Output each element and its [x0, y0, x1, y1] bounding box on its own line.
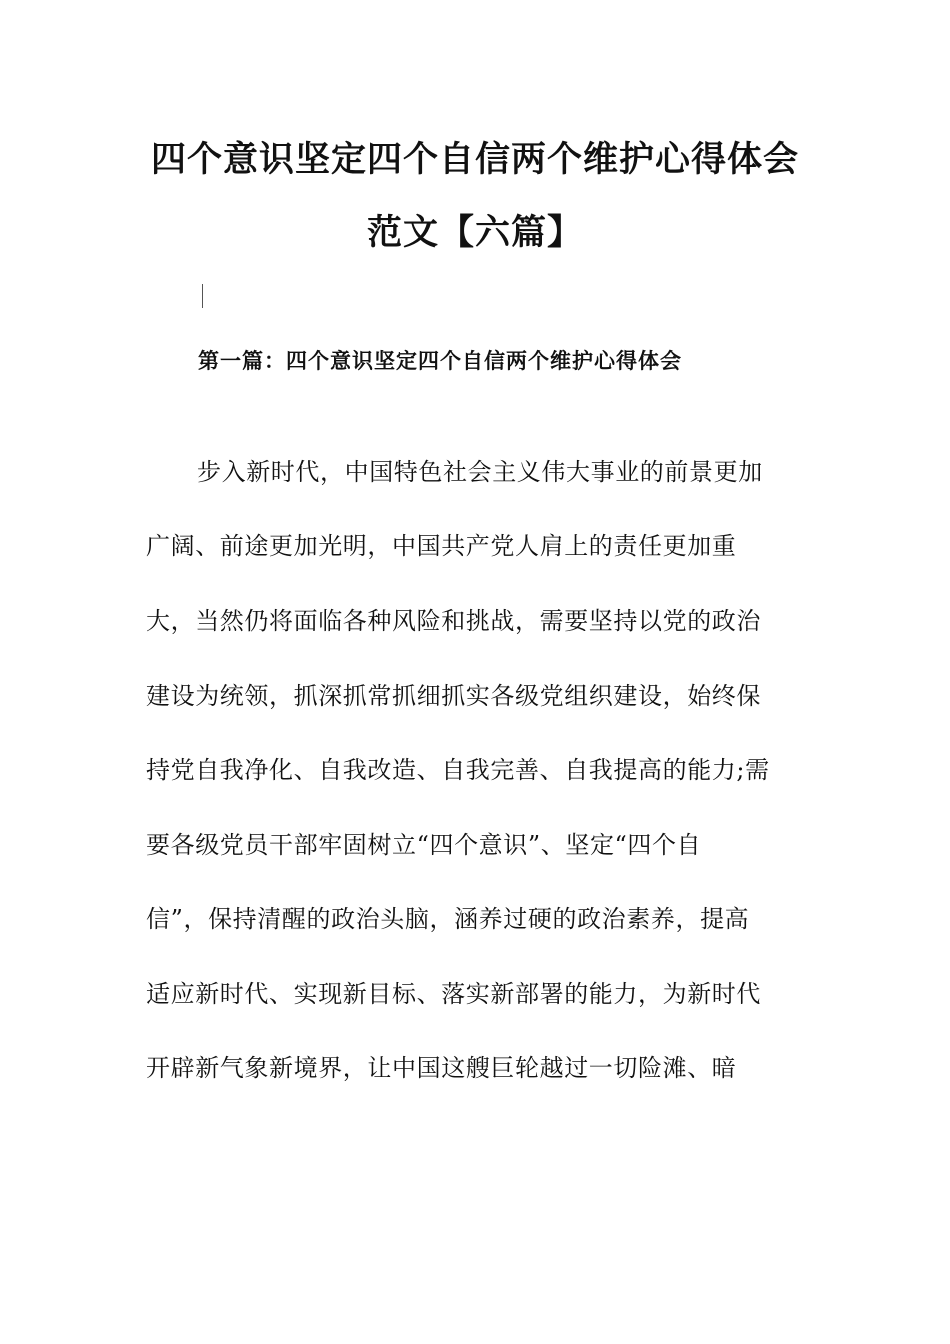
paragraph-line: 持党自我净化、自我改造、自我完善、自我提高的能力;需	[146, 756, 770, 784]
paragraph-line: 信”，保持清醒的政治头脑，涵养过硬的政治素养，提高	[146, 905, 750, 933]
paragraph-line: 要各级党员干部牢固树立“四个意识”、坚定“四个自	[146, 831, 702, 859]
paragraph-line: 建设为统领，抓深抓常抓细抓实各级党组织建设，始终保	[146, 682, 761, 710]
document-title-line-2: 范文【六篇】	[366, 213, 583, 253]
paragraph-line: 广阔、前途更加光明，中国共产党人肩上的责任更加重	[146, 532, 737, 560]
section-heading: 第一篇：四个意识坚定四个自信两个维护心得体会	[198, 348, 682, 373]
text-cursor	[202, 284, 203, 308]
document-title-line-1: 四个意识坚定四个自信两个维护心得体会	[150, 140, 799, 180]
paragraph-line: 步入新时代，中国特色社会主义伟大事业的前景更加	[197, 458, 763, 486]
paragraph-line: 开辟新气象新境界，让中国这艘巨轮越过一切险滩、暗	[146, 1054, 737, 1082]
paragraph-line: 大，当然仍将面临各种风险和挑战，需要坚持以党的政治	[146, 607, 761, 635]
paragraph-line: 适应新时代、实现新目标、落实新部署的能力，为新时代	[146, 980, 761, 1008]
